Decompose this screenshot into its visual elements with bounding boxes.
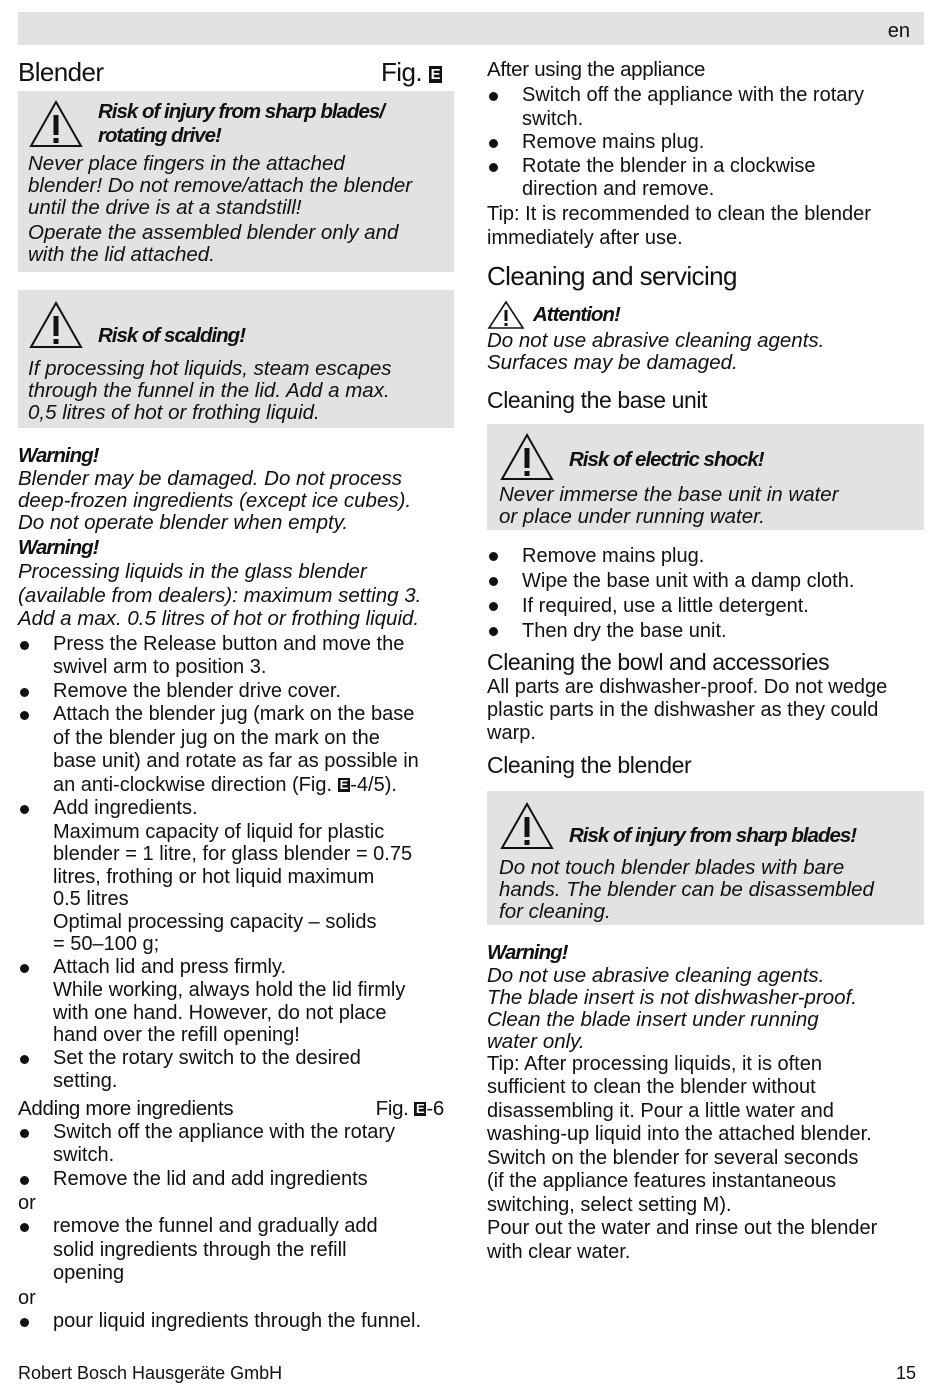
heading-blender: Blender bbox=[18, 57, 104, 87]
or-label: or bbox=[18, 1286, 36, 1309]
box-text: with the lid attached. bbox=[28, 243, 215, 266]
warning-text: (available from dealers): maximum setting 3. bbox=[18, 583, 422, 607]
list-item: Remove the lid and add ingredients bbox=[18, 1168, 454, 1192]
fig-letter-badge: E bbox=[415, 1100, 425, 1116]
list-item: Rotate the blender in a clockwise direction and remove. bbox=[487, 155, 924, 202]
warning-title: Risk of electric shock! bbox=[569, 447, 764, 471]
bowl-text: plastic parts in the dishwasher as they could bbox=[487, 698, 879, 721]
warning-title: Risk of scalding! bbox=[98, 324, 246, 347]
warning-box-scalding bbox=[18, 290, 454, 428]
attention-label: Attention! bbox=[533, 302, 620, 326]
warning-box-header bbox=[28, 300, 444, 350]
heading-after-use: After using the appliance bbox=[487, 58, 706, 81]
warning-text: Clean the blade insert under running bbox=[487, 1007, 819, 1031]
box-text: or place under running water. bbox=[499, 504, 765, 528]
box-text: until the drive is at a standstill! bbox=[28, 196, 302, 219]
heading-cleaning-base: Cleaning the base unit bbox=[487, 386, 708, 413]
warning-box-header bbox=[499, 801, 912, 851]
warning-triangle-icon bbox=[499, 801, 555, 851]
list-item: Add ingredients. bbox=[18, 797, 454, 821]
warning-text: Do not use abrasive cleaning agents. bbox=[487, 963, 825, 987]
warning-triangle-icon bbox=[499, 432, 555, 482]
box-text: Do not touch blender blades with bare bbox=[499, 855, 845, 879]
warning-title: Risk of injury from sharp blades! bbox=[569, 823, 857, 847]
warning-text: The blade insert is not dishwasher-proof. bbox=[487, 985, 857, 1009]
fig-letter-badge: E bbox=[430, 66, 440, 83]
warning-text: Add a max. 0.5 litres of hot or frothing liquid. bbox=[18, 607, 420, 630]
list-item: Remove mains plug. bbox=[487, 131, 924, 155]
warning-label: Warning! bbox=[487, 940, 568, 964]
warning-label: Warning! bbox=[18, 444, 99, 467]
warning-label: Warning! bbox=[18, 536, 99, 559]
list-item: Wipe the base unit with a damp cloth. bbox=[487, 569, 924, 594]
warning-triangle-icon bbox=[28, 300, 84, 350]
section-heading-adding bbox=[18, 1097, 454, 1121]
warning-block-1 bbox=[18, 444, 454, 534]
fig-reference: Fig. E-6 bbox=[375, 1096, 444, 1120]
heading-cleaning-blender: Cleaning the blender bbox=[487, 751, 692, 778]
list-item: Attach lid and press firmly. bbox=[18, 956, 454, 980]
heading-cleaning-bowl: Cleaning the bowl and accessories bbox=[487, 648, 830, 675]
box-text: through the funnel in the lid. Add a max. bbox=[28, 379, 390, 402]
steps-list-2 bbox=[18, 956, 454, 980]
heading-cleaning-servicing: Cleaning and servicing bbox=[487, 260, 737, 291]
list-item: pour liquid ingredients through the funnel. bbox=[18, 1310, 454, 1334]
page-number: 15 bbox=[895, 1363, 916, 1383]
warning-triangle-icon bbox=[487, 300, 525, 330]
left-column bbox=[18, 56, 454, 1333]
box-text: Never place fingers in the attached bbox=[28, 152, 345, 175]
footer-company: Robert Bosch Hausgeräte GmbH bbox=[18, 1363, 283, 1383]
list-item: Switch off the appliance with the rotary switch. bbox=[487, 84, 924, 131]
list-item: If required, use a little detergent. bbox=[487, 594, 924, 619]
warning-title-line1: Risk of injury from sharp blades/ bbox=[98, 100, 384, 123]
warning-text: deep-frozen ingredients (except ice cubes). bbox=[18, 489, 412, 512]
blender-tip: Tip: After processing liquids, it is often sufficient to clean the blender without disassembling it. Pour a little water and washing-up liquid into the attached blender. Switch on the blender for several seconds (if the appliance features instantaneous switching, select setting M). Pour out the water and rinse out the blender with clear water. bbox=[487, 1052, 878, 1263]
page-footer bbox=[18, 1363, 916, 1384]
tip-label: Tip: bbox=[487, 202, 520, 225]
box-text: hands. The blender can be disassembled bbox=[499, 877, 874, 901]
box-text: Operate the assembled blender only and bbox=[28, 221, 399, 244]
after-use-list bbox=[487, 84, 924, 202]
warning-box-sharp-blades bbox=[18, 91, 454, 272]
attention-text: Surfaces may be damaged. bbox=[487, 350, 738, 374]
lid-note: While working, always hold the lid firmly with one hand. However, do not place hand over the refill opening! bbox=[53, 979, 406, 1046]
section-heading-blender bbox=[18, 56, 454, 88]
warning-text: water only. bbox=[487, 1029, 585, 1053]
box-text: If processing hot liquids, steam escapes bbox=[28, 357, 392, 380]
adding-list-2 bbox=[18, 1215, 454, 1286]
warning-block-2 bbox=[18, 536, 454, 631]
tip-text: Tip: It is recommended to clean the blender bbox=[487, 202, 871, 225]
list-item: Switch off the appliance with the rotary switch. bbox=[18, 1121, 454, 1168]
warning-text: Do not operate blender when empty. bbox=[18, 511, 349, 534]
list-item: Then dry the base unit. bbox=[487, 619, 924, 644]
warning-box-header bbox=[28, 99, 444, 149]
warning-block-3 bbox=[487, 941, 924, 1053]
header-bar bbox=[18, 12, 924, 45]
heading-adding-ingredients: Adding more ingredients bbox=[18, 1096, 234, 1120]
adding-list bbox=[18, 1121, 454, 1192]
warning-box-sharp-blades-2 bbox=[487, 791, 924, 925]
tip-text: immediately after use. bbox=[487, 226, 683, 249]
attention-text: Do not use abrasive cleaning agents. bbox=[487, 328, 825, 352]
steps-list-3 bbox=[18, 1047, 454, 1094]
fig-letter-badge: E bbox=[339, 776, 349, 792]
capacity-notes: Maximum capacity of liquid for plastic blender = 1 litre, for glass blender = 0.75 litres, frothing or hot liquid maximum 0.5 litres Optimal processing capacity – solids = 50–100 g; bbox=[53, 820, 413, 955]
list-item: remove the funnel and gradually add solid ingredients through the refill opening bbox=[18, 1215, 454, 1286]
bowl-text: warp. bbox=[487, 721, 536, 744]
box-text: blender! Do not remove/attach the blender bbox=[28, 174, 413, 197]
warning-triangle-icon bbox=[28, 99, 84, 149]
list-item: Press the Release button and move the swivel arm to position 3. bbox=[18, 633, 454, 680]
warning-text: Blender may be damaged. Do not process bbox=[18, 467, 403, 490]
fig-reference: Fig. E bbox=[381, 57, 440, 87]
attention-header bbox=[487, 300, 924, 330]
list-item: Remove the blender drive cover. bbox=[18, 680, 454, 704]
steps-list bbox=[18, 633, 454, 821]
box-text: for cleaning. bbox=[499, 899, 611, 923]
right-column bbox=[487, 56, 924, 1264]
adding-list-3 bbox=[18, 1310, 454, 1334]
or-label: or bbox=[18, 1192, 36, 1214]
warning-text: Processing liquids in the glass blender bbox=[18, 560, 367, 583]
box-text: 0,5 litres of hot or frothing liquid. bbox=[28, 401, 320, 424]
box-text: Never immerse the base unit in water bbox=[499, 482, 839, 506]
tip-label: Tip: bbox=[487, 1052, 520, 1075]
base-cleaning-list bbox=[487, 544, 924, 644]
bowl-text: All parts are dishwasher-proof. Do not wedge bbox=[487, 675, 888, 698]
language-code: en bbox=[887, 20, 910, 42]
warning-box-header bbox=[499, 432, 912, 482]
warning-box-electric-shock bbox=[487, 424, 924, 530]
list-item: Set the rotary switch to the desired setting. bbox=[18, 1047, 454, 1094]
list-item: Attach the blender jug (mark on the base of the blender jug on the mark on the base unit) and rotate as far as possible in an anti-clockwise direction (Fig. E -4/5). bbox=[18, 703, 454, 797]
list-item: Remove mains plug. bbox=[487, 544, 924, 569]
warning-title-line2: rotating drive! bbox=[98, 124, 221, 147]
